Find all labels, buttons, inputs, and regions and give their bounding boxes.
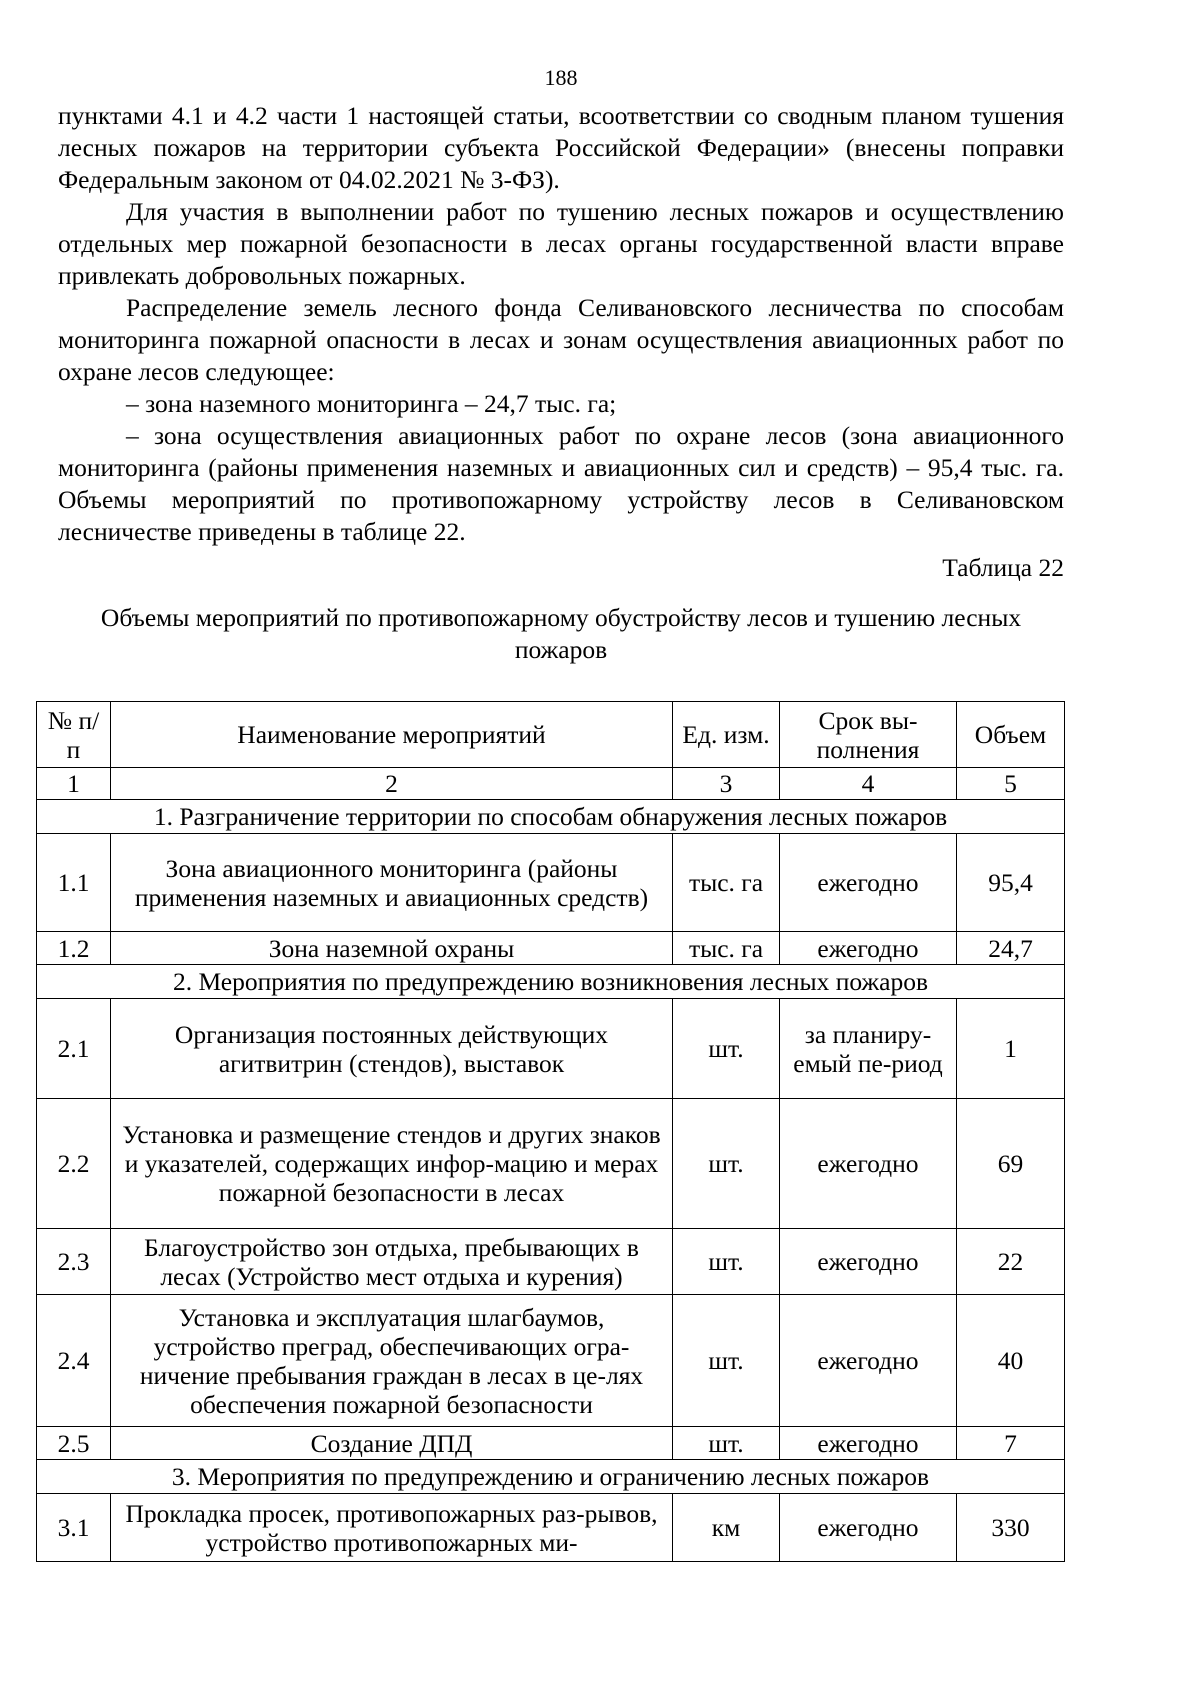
- row-unit: шт.: [673, 1427, 780, 1460]
- row-name: Прокладка просек, противопожарных раз-рывов, устройство противопожарных ми-: [111, 1494, 673, 1562]
- table-row: [37, 1295, 1065, 1427]
- paragraph-3: Распределение земель лесного фонда Селивановского лесничества по способам мониторинга пожарной опасности в лесах и зонам осуществления авиационных работ по охране лесов следующее:: [58, 293, 1064, 386]
- section-title-2: 2. Мероприятия по предупреждению возникновения лесных пожаров: [37, 965, 1065, 999]
- row-number: 2.4: [37, 1295, 111, 1427]
- measures-table: [36, 701, 1065, 1562]
- bullet-ground-monitoring: – зона наземного мониторинга – 24,7 тыс. га;: [126, 389, 617, 418]
- row-volume: 69: [957, 1099, 1065, 1229]
- header-unit: Ед. изм.: [673, 702, 780, 768]
- section-row-2: [37, 965, 1065, 999]
- row-name: Установка и размещение стендов и других знаков и указателей, содержащих инфор-мацию и мерах пожарной безопасности в лесах: [111, 1099, 673, 1229]
- table-row: [37, 1494, 1065, 1562]
- table-row: [37, 1229, 1065, 1295]
- row-unit: шт.: [673, 1099, 780, 1229]
- row-term: ежегодно: [780, 834, 957, 932]
- column-number: 5: [957, 768, 1065, 800]
- header-number: № п/п: [37, 702, 111, 768]
- row-number: 2.3: [37, 1229, 111, 1295]
- row-volume: 24,7: [957, 932, 1065, 965]
- table-row: [37, 1099, 1065, 1229]
- row-volume: 330: [957, 1494, 1065, 1562]
- row-volume: 40: [957, 1295, 1065, 1427]
- header-volume: Объем: [957, 702, 1065, 768]
- section-row-1: [37, 800, 1065, 834]
- section-row-3: [37, 1460, 1065, 1494]
- paragraph-1: пунктами 4.1 и 4.2 части 1 настоящей статьи, всоответствии со сводным планом тушения лесных пожаров на территории субъекта Российской Федерации» (внесены поправки Федеральным законом от 04.02.2021 № 3-ФЗ).: [58, 101, 1064, 194]
- row-number: 2.1: [37, 999, 111, 1099]
- row-term: ежегодно: [780, 1295, 957, 1427]
- row-volume: 7: [957, 1427, 1065, 1460]
- row-name: Зона авиационного мониторинга (районы применения наземных и авиационных средств): [111, 834, 673, 932]
- row-name: Зона наземной охраны: [111, 932, 673, 965]
- row-term: ежегодно: [780, 1494, 957, 1562]
- row-unit: шт.: [673, 1229, 780, 1295]
- row-number: 2.5: [37, 1427, 111, 1460]
- table-title: Объемы мероприятий по противопожарному обустройству лесов и тушению лесных пожаров: [100, 603, 1022, 664]
- row-term: ежегодно: [780, 1229, 957, 1295]
- section-title-1: 1. Разграничение территории по способам обнаружения лесных пожаров: [37, 800, 1065, 834]
- header-term: Срок вы-полнения: [780, 702, 957, 768]
- table-row: [37, 834, 1065, 932]
- table-row: [37, 1427, 1065, 1460]
- row-volume: 1: [957, 999, 1065, 1099]
- document-page: [58, 64, 1064, 666]
- section-title-3: 3. Мероприятия по предупреждению и ограничению лесных пожаров: [37, 1460, 1065, 1494]
- row-name: Организация постоянных действующих агитвитрин (стендов), выставок: [111, 999, 673, 1099]
- row-name: Благоустройство зон отдыха, пребывающих в лесах (Устройство мест отдыха и курения): [111, 1229, 673, 1295]
- row-unit: км: [673, 1494, 780, 1562]
- row-name: Установка и эксплуатация шлагбаумов, устройство преград, обеспечивающих огра-ничение пребывания граждан в лесах в це-лях обеспечения пожарной безопасности: [111, 1295, 673, 1427]
- column-number-row: [37, 768, 1065, 800]
- column-number: 4: [780, 768, 957, 800]
- row-unit: шт.: [673, 999, 780, 1099]
- row-term: ежегодно: [780, 1427, 957, 1460]
- row-number: 2.2: [37, 1099, 111, 1229]
- table-caption: Таблица 22: [942, 553, 1064, 582]
- table-row: [37, 999, 1065, 1099]
- row-volume: 22: [957, 1229, 1065, 1295]
- header-name: Наименование мероприятий: [111, 702, 673, 768]
- paragraph-2: Для участия в выполнении работ по тушению лесных пожаров и осуществлению отдельных мер пожарной безопасности в лесах органы государственной власти вправе привлекать добровольных пожарных.: [58, 197, 1064, 290]
- row-unit: шт.: [673, 1295, 780, 1427]
- page-number: 188: [544, 65, 578, 90]
- column-number: 3: [673, 768, 780, 800]
- row-number: 1.1: [37, 834, 111, 932]
- row-volume: 95,4: [957, 834, 1065, 932]
- row-unit: тыс. га: [673, 932, 780, 965]
- row-term: ежегодно: [780, 932, 957, 965]
- bullet-aviation-zone: – зона осуществления авиационных работ по охране лесов (зона авиационного мониторинга (районы применения наземных и авиационных сил и средств) – 95,4 тыс. га. Объемы мероприятий по противопожарному устройству лесов в Селивановском лесничестве приведены в таблице 22.: [58, 421, 1064, 546]
- row-number: 3.1: [37, 1494, 111, 1562]
- column-number: 2: [111, 768, 673, 800]
- row-unit: тыс. га: [673, 834, 780, 932]
- row-term: за планиру-емый пе-риод: [780, 999, 957, 1099]
- row-number: 1.2: [37, 932, 111, 965]
- table-row: [37, 932, 1065, 965]
- row-name: Создание ДПД: [111, 1427, 673, 1460]
- row-term: ежегодно: [780, 1099, 957, 1229]
- column-number: 1: [37, 768, 111, 800]
- table-header-row: [37, 702, 1065, 768]
